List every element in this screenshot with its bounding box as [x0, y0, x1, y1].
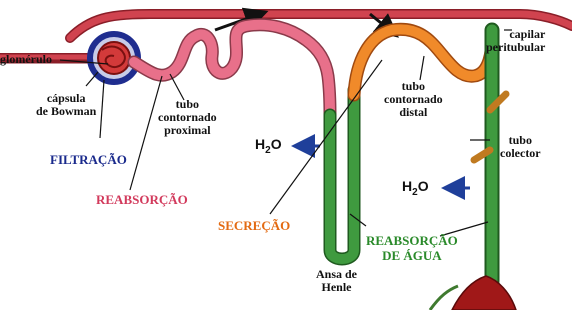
label-tubo-proximal: tubo contornado proximal — [158, 97, 217, 137]
label-reabsorcao-agua: REABSORÇÃO DE ÁGUA — [366, 233, 458, 263]
label-filtracao: FILTRAÇÃO — [50, 152, 127, 167]
label-capsula-bowman: cápsula de Bowman — [36, 91, 97, 118]
label-reabsorcao: REABSORÇÃO — [96, 192, 188, 207]
label-tubo-distal: tubo contornado distal — [384, 79, 443, 119]
label-tubo-colector: tubo colector — [500, 133, 541, 160]
label-ansa-henle: Ansa de Henle — [316, 267, 358, 294]
label-secrecao: SECREÇÃO — [218, 218, 291, 233]
label-glomerulo: glomérulo — [0, 52, 52, 66]
h2o-label: $H_2O$ — [402, 178, 429, 198]
label-capilar-peritubular: capilar peritubular — [486, 27, 546, 54]
h2o-label: $H_2O$ — [255, 136, 282, 156]
